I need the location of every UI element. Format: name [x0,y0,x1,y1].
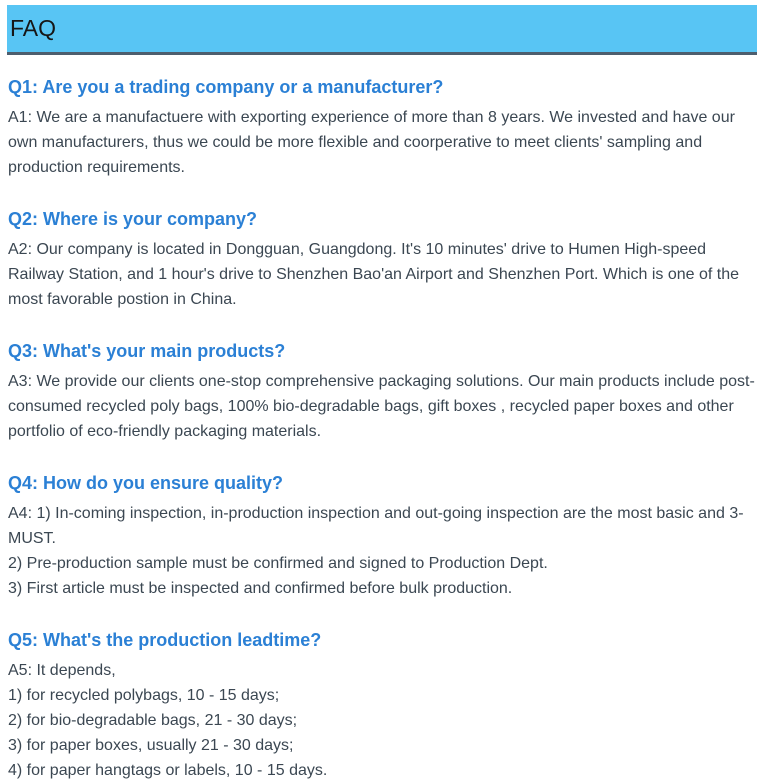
answer-line: 2) for bio-degradable bags, 21 - 30 days; [8,712,298,729]
answer-line: 2) Pre-production sample must be confirmed and signed to Production Dept. [8,555,548,572]
faq-item-q1 [8,76,755,180]
faq-item-q4 [8,472,755,601]
faq-question-q5: Q5: What's the production leadtime? [8,630,322,650]
answer-line: A1: We are a manufactuere with exporting experience of more than 8 years. We invested and have our own manufacturers, thus we could be more flexible and coorperative to meet clients' sampling and production requirements. [8,109,735,176]
faq-page [0,5,765,779]
faq-question-q2: Q2: Where is your company? [8,209,258,229]
faq-item-q5 [8,629,755,783]
faq-answer-q4 [8,501,755,601]
faq-question-q4: Q4: How do you ensure quality? [8,473,284,493]
faq-item-q3 [8,340,755,444]
answer-line: A2: Our company is located in Dongguan, Guangdong. It's 10 minutes' drive to Humen High-speed Railway Station, and 1 hour's drive to Shenzhen Bao'an Airport and Shenzhen Port. Which is one of the most favorable postion in China. [8,241,739,308]
answer-line: A4: 1) In-coming inspection, in-production inspection and out-going inspection are the most basic and 3-MUST. [8,505,744,547]
answer-line: 1) for recycled polybags, 10 - 15 days; [8,687,280,704]
faq-answer-q3 [8,369,755,444]
faq-question-q3: Q3: What's your main products? [8,341,286,361]
faq-item-q2 [8,208,755,312]
answer-line: 3) for paper boxes, usually 21 - 30 days; [8,737,294,754]
answer-line: 4) for paper hangtags or labels, 10 - 15 days. [8,762,328,779]
faq-answer-q1 [8,105,755,180]
faq-answer-q2 [8,237,755,312]
answer-line: A3: We provide our clients one-stop comprehensive packaging solutions. Our main products include post-consumed recycled poly bags, 100% bio-degradable bags, gift boxes , recycled paper boxes and other portfolio of eco-friendly packaging materials. [8,373,755,440]
faq-header [7,5,757,55]
faq-answer-q5 [8,658,755,783]
faq-list [8,76,755,783]
answer-line: 3) First article must be inspected and confirmed before bulk production. [8,580,513,597]
answer-line: A5: It depends, [8,662,116,679]
faq-question-q1: Q1: Are you a trading company or a manufacturer? [8,77,444,97]
page-title: FAQ [10,15,57,41]
